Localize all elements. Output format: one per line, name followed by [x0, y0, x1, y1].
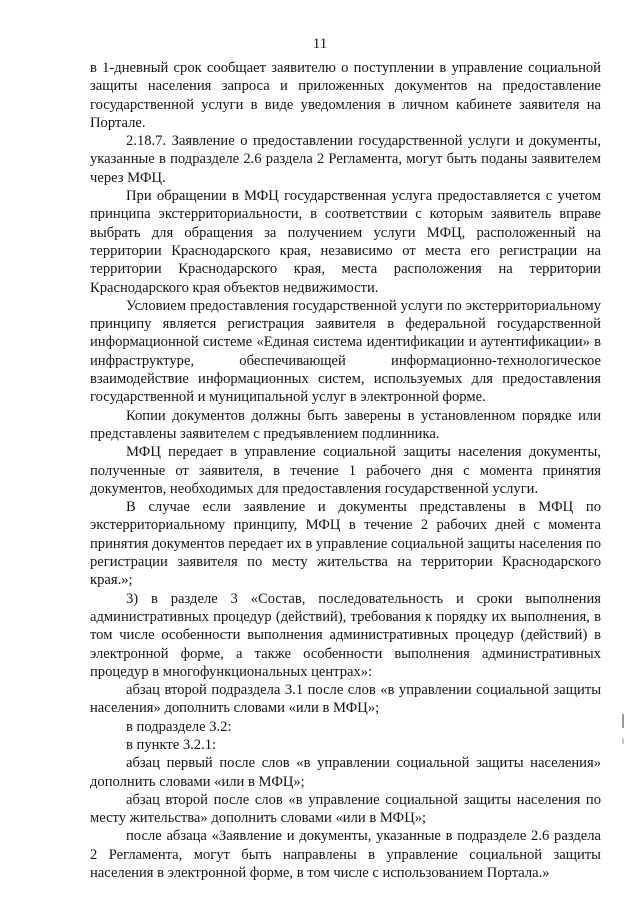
- paragraph-section-3: 3) в разделе 3 «Состав, последовательность и сроки выполнения административных процедур (действий), требования к порядку их выполнения, в том числе особенности выполнения административных процедур (действий) в электронной форме, а также особенности выполнения административных процедур в многофункциональных центрах»:: [90, 590, 601, 680]
- paragraph-condition-registration: Условием предоставления государственной услуги по экстерриториальному принципу является регистрация заявителя в федеральной государственной информационной системе «Единая система идентификации и аутентификации» в инфраструктуре, обеспечивающей информационно-технологическое взаимодействие информационных систем, используемых для предоставления государственной и муниципальной услуг в электронной форме.: [90, 297, 601, 406]
- paragraph-subsection-3-1: абзац второй подраздела 3.1 после слов «в управлении социальной защиты населения» дополнить словами «или в МФЦ»;: [90, 682, 601, 717]
- paragraph-mfc-exterritoriality: При обращении в МФЦ государственная услуга предоставляется с учетом принципа экстерриториальности, в соответствии с которым заявитель вправе выбрать для обращения за получением услуги МФЦ, расположенный на территории Краснодарского края, независимо от места его регистрации на территории Краснодарского края, места расположения на территории Краснодарского края объектов недвижимости.: [90, 188, 601, 296]
- paragraph-exterritorial-case: В случае если заявление и документы представлены в МФЦ по экстерриториальному принципу, МФЦ в течение 2 рабочих дней с момента принятия документов передает их в управление социальной защиты населения по регистрации заявителя по месту жительства на территории Краснодарского края.»;: [90, 499, 601, 589]
- paragraph-2-18-7: 2.18.7. Заявление о предоставлении государственной услуги и документы, указанные в подразделе 2.6 раздела 2 Регламента, могут быть поданы заявителем через МФЦ.: [90, 133, 601, 186]
- paragraph-continuation: в 1-дневный срок сообщает заявителю о поступлении в управление социальной защиты населения запроса и приложенных документов на предоставление государственной услуги в виде уведомления в личном кабинете заявителя на Портале.: [90, 60, 601, 131]
- paragraph-mfc-transfer: МФЦ передает в управление социальной защиты населения документы, полученные от заявителя, в течение 1 рабочего дня с момента принятия документов, необходимых для предоставления государственной услуги.: [90, 444, 601, 497]
- document-body: [90, 59, 601, 882]
- paragraph-clause-3-2-1: в пункте 3.2.1:: [126, 736, 217, 753]
- scan-margin-mark: [622, 738, 624, 744]
- paragraph-after-abzac: после абзаца «Заявление и документы, указанные в подразделе 2.6 раздела 2 Регламента, могут быть направлены в управление социальной защиты населения в электронной форме, в том числе с использованием Портала.»: [90, 828, 601, 882]
- scan-margin-mark: [622, 714, 624, 728]
- paragraph-first-abzac: абзац первый после слов «в управлении социальной защиты населения» дополнить словами «или в МФЦ»;: [90, 755, 601, 790]
- paragraph-second-abzac: абзац второй после слов «в управление социальной защиты населения по месту жительства» дополнить словами «или в МФЦ»;: [90, 791, 601, 827]
- page-number: 11: [312, 36, 328, 52]
- paragraph-subsection-3-2: в подразделе 3.2:: [126, 718, 232, 735]
- paragraph-document-copies: Копии документов должны быть заверены в установленном порядке или представлены заявителем с предъявлением подлинника.: [90, 407, 601, 442]
